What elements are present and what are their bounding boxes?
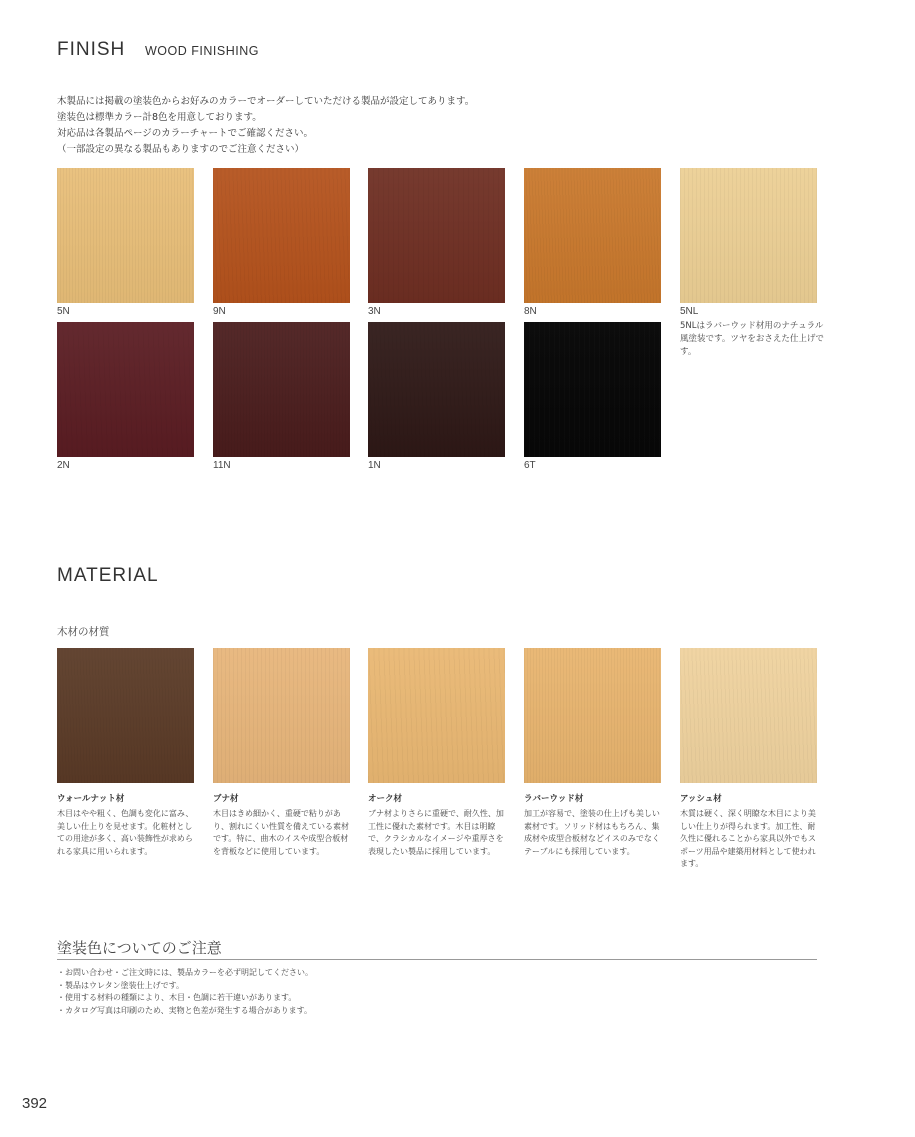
material-desc: 木質は硬く、深く明瞭な木目により美しい仕上りが得られます。加工性、耐久性に優れることから家具以外でもスポーツ用品や建築用材料として使われます。 [680,809,816,868]
swatch-code: 9N [213,306,226,317]
material-swatch-oak [368,648,505,783]
swatch-5nl [680,168,817,303]
material-desc: 木目はやや粗く、色調も変化に富み、美しい仕上りを見せます。化粧材としての用途が多く、高い装飾性が求められる家具に用いられます。 [57,809,194,856]
swatch-code: 2N [57,460,70,471]
swatch-3n [368,168,505,303]
material-swatch-ash [680,648,817,783]
caution-item: ・製品はウレタン塗装仕上げです。 [57,980,185,990]
swatch-code: 5N [57,306,70,317]
caution-item: ・使用する材料の種類により、木目・色調に若干違いがあります。 [57,993,297,1002]
material-subheading: 木材の材質 [57,626,110,638]
swatch-9n [213,168,350,303]
swatch-1n [368,322,505,457]
material-desc: 木目はきめ細かく、重硬で粘りがあり、割れにくい性質を備えている素材です。特に、曲木のイスや成型合板材を背板などに使用しています。 [213,809,349,856]
swatch-code: 5NL [680,306,699,317]
material-swatch-beech [213,648,350,783]
caution-item: ・お問い合わせ・ご注文時には、製品カラーを必ず明記してください。 [57,968,313,977]
finish-subtitle: WOOD FINISHING [145,44,259,58]
swatch-5n [57,168,194,303]
swatch-11n [213,322,350,457]
caution-divider [57,959,817,960]
material-name: ウォールナット材 [57,794,125,804]
material-desc: ブナ材よりさらに重硬で、耐久性、加工性に優れた素材です。木目は明瞭で、クラシカルなイメージや重厚さを表現したい製品に採用しています。 [368,809,504,856]
caution-title: 塗装色についてのご注意 [57,939,222,957]
material-name: ラバーウッド材 [524,794,584,804]
swatch-code: 11N [213,460,231,471]
material-name: オーク材 [368,794,403,804]
swatch-code: 3N [368,306,381,317]
material-name: ブナ材 [213,794,239,804]
intro-line: （一部設定の異なる製品もありますのでご注意ください） [57,144,305,155]
caution-item: ・カタログ写真は印刷のため、実物と色差が発生する場合があります。 [57,1005,313,1015]
swatch-code: 8N [524,306,537,317]
material-desc: 加工が容易で、塗装の仕上げも美しい素材です。ソリッド材はもちろん、集成材や成型合板材などイスのみでなくテーブルにも採用しています。 [524,809,660,856]
material-name: アッシュ材 [680,794,722,804]
material-swatch-rubberwood [524,648,661,783]
swatch-8n [524,168,661,303]
swatch-code: 6T [524,460,536,471]
intro-line: 対応品は各製品ページのカラーチャートでご確認ください。 [57,128,314,139]
material-title: MATERIAL [57,565,159,586]
intro-line: 木製品には掲載の塗装色からお好みのカラーでオーダーしていただける製品が設定してあります。 [57,96,475,107]
swatch-code: 1N [368,460,381,471]
finish-title: FINISH [57,39,126,60]
swatch-5nl-note: 5NLはラバーウッド材用のナチュラル風塗装です。ツヤをおさえた仕上げです。 [680,321,824,357]
swatch-6t [524,322,661,457]
finish-intro [57,94,577,158]
caution-list [57,967,817,1017]
swatch-2n [57,322,194,457]
intro-line: 塗装色は標準カラー計8色を用意しております。 [57,112,262,123]
page-number: 392 [22,1095,48,1112]
material-swatch-walnut [57,648,194,783]
